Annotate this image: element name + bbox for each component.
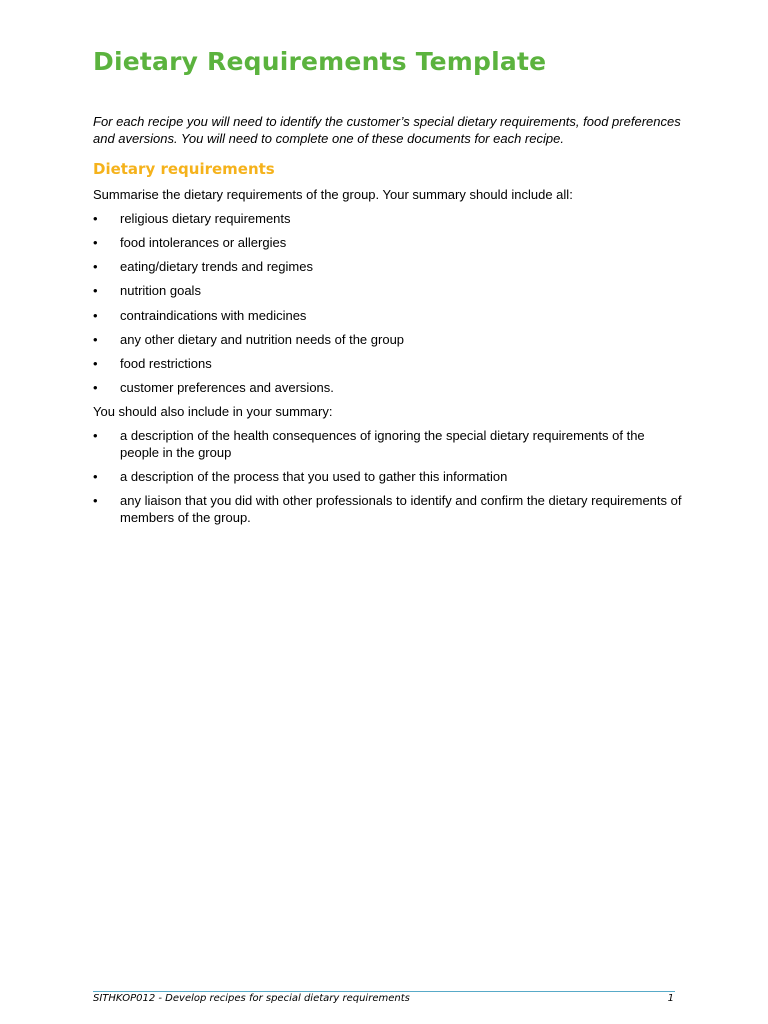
list-item <box>93 468 683 485</box>
bullet-icon: • <box>93 379 98 395</box>
list-item-text: a description of the health consequences of ignoring the special dietary requirements of the people in the group <box>120 428 645 460</box>
summary-list <box>93 210 683 403</box>
bullet-icon: • <box>93 283 98 299</box>
bullet-icon: • <box>93 331 98 347</box>
bullet-icon: • <box>93 469 98 485</box>
list-item <box>93 307 683 324</box>
bullet-icon: • <box>93 211 98 226</box>
list-item-text: contraindications with medicines <box>120 307 307 323</box>
list-item <box>93 331 683 348</box>
page-title: Dietary Requirements Template <box>93 47 547 76</box>
list-item <box>93 492 683 526</box>
list-item-text: any other dietary and nutrition needs of the group <box>120 331 405 347</box>
also-lead: You should also include in your summary: <box>93 404 333 419</box>
list-item <box>93 427 683 461</box>
also-list <box>93 427 683 533</box>
list-item-text: food restrictions <box>120 355 212 371</box>
bullet-icon: • <box>93 235 98 251</box>
bullet-icon: • <box>93 307 98 323</box>
footer-course-title: SITHKOP012 - Develop recipes for special dietary requirements <box>93 993 410 1004</box>
bullet-icon: • <box>93 355 98 371</box>
list-item <box>93 379 683 396</box>
list-item <box>93 355 683 372</box>
list-item-text: religious dietary requirements <box>120 211 291 226</box>
list-item <box>93 234 683 251</box>
section-heading: Dietary requirements <box>93 160 275 178</box>
list-item-text: a description of the process that you used to gather this information <box>120 469 508 485</box>
summary-lead: Summarise the dietary requirements of the group. Your summary should include all: <box>93 187 573 202</box>
list-item <box>93 258 683 275</box>
footer-divider <box>93 991 675 992</box>
list-item <box>93 282 683 299</box>
list-item-text: any liaison that you did with other professionals to identify and confirm the dietary requirements of members of the group. <box>120 493 682 526</box>
list-item-text: eating/dietary trends and regimes <box>120 259 313 275</box>
bullet-icon: • <box>93 428 98 443</box>
list-item-text: food intolerances or allergies <box>120 235 287 251</box>
bullet-icon: • <box>93 259 98 275</box>
footer-page-number: 1 <box>667 993 674 1004</box>
intro-paragraph: For each recipe you will need to identify the customer’s special dietary requirements, food preferences and aversions. You will need to complete one of these documents for each recipe. <box>93 114 681 146</box>
bullet-icon: • <box>93 493 98 509</box>
list-item-text: nutrition goals <box>120 283 201 299</box>
list-item <box>93 210 683 227</box>
list-item-text: customer preferences and aversions. <box>120 379 334 395</box>
